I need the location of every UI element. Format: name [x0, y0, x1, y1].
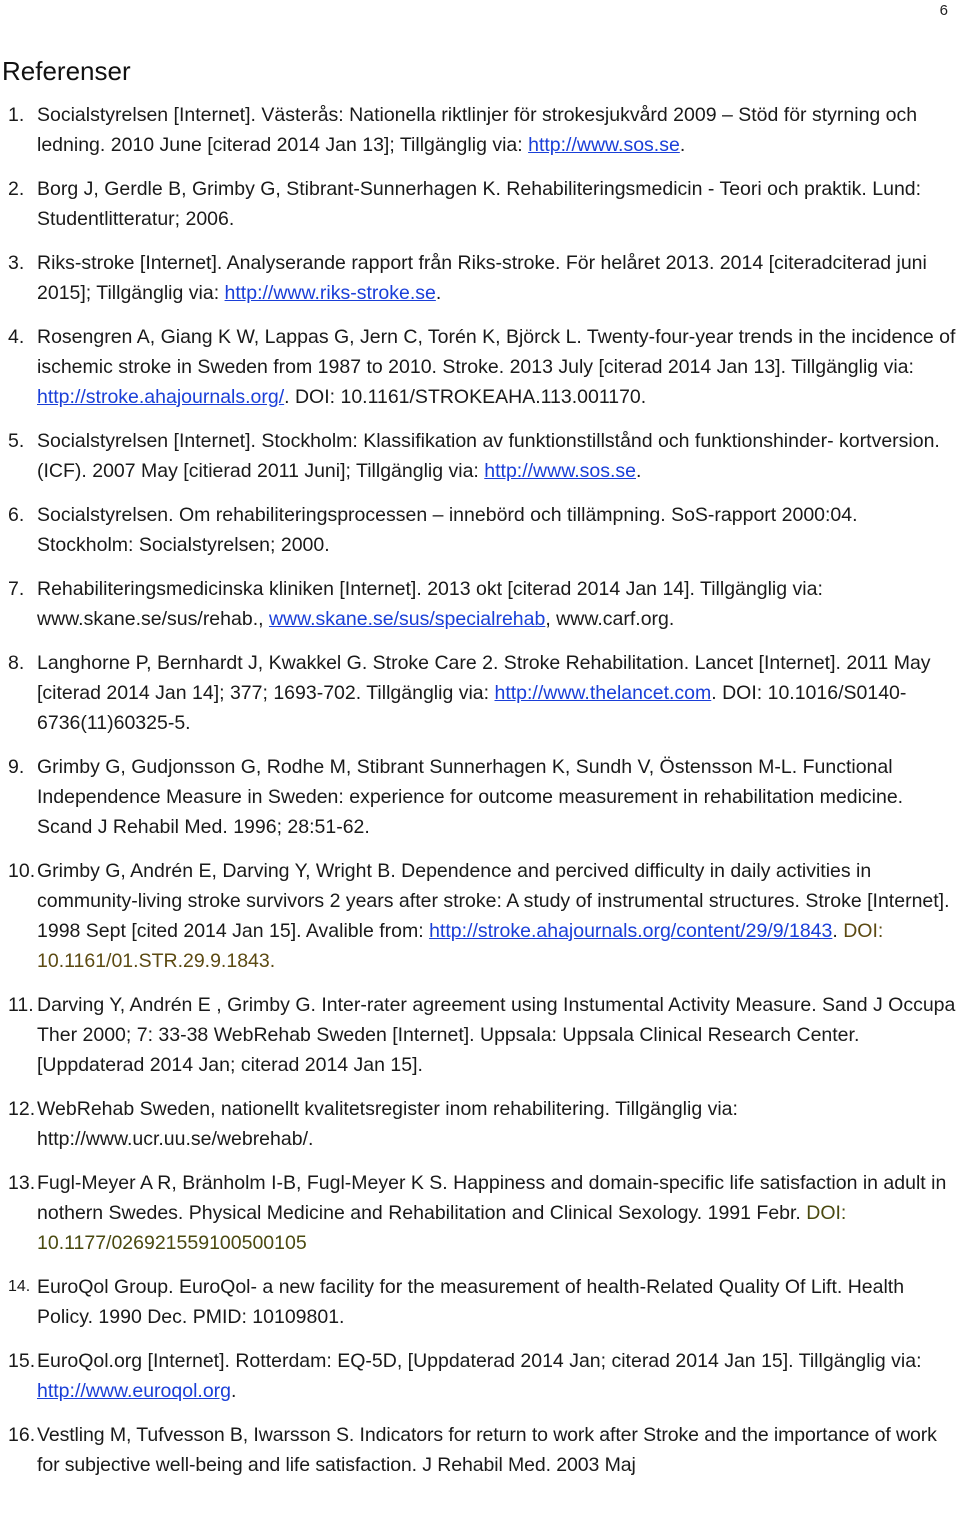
reference-text: [37, 994, 955, 1076]
reference-text: [37, 104, 917, 156]
reference-link[interactable]: http://stroke.ahajournals.org/: [37, 386, 285, 408]
reference-text: [37, 1172, 946, 1254]
reference-list: [0, 100, 958, 1494]
reference-link[interactable]: http://www.euroqol.org: [37, 1380, 232, 1402]
reference-text: [37, 326, 955, 408]
reference-item: [0, 174, 958, 234]
reference-text-segment: . DOI: 10.1016/S0140-6736(11)60325-5.: [37, 682, 907, 734]
reference-text-segment: Grimby G, Andrén E, Darving Y, Wright B. Dependence and percived difficulty in daily activities in community-living stroke survivors 2 years after stroke: A study of instrumental structures. Stroke [Internet]. 1998 Sept [cited 2014 Jan 15]. Avalible from:: [37, 860, 950, 942]
reference-text-segment: , www.carf.org.: [545, 608, 675, 630]
reference-text-segment: Grimby G, Gudjonsson G, Rodhe M, Stibrant Sunnerhagen K, Sundh V, Östensson M-L. Functional Independence Measure in Sweden: experience for outcome measurement in rehabilitation medicine. Scand J Rehabil Med. 1996; 28:51-62.: [37, 756, 904, 838]
reference-item: [0, 1272, 958, 1332]
reference-number: 7.: [8, 578, 25, 600]
reference-text-segment: Rosengren A, Giang K W, Lappas G, Jern C, Torén K, Björck L. Twenty-four-year trends in the incidence of ischemic stroke in Sweden from 1987 to 2010. Stroke. 2013 July [citerad 2014 Jan 13]. Tillgänglig via:: [37, 326, 956, 378]
reference-text-segment: Fugl-Meyer A R, Bränholm I-B, Fugl-Meyer K S. Happiness and domain-specific life satisfaction in adult in nothern Swedes. Physical Medicine and Rehabilitation and Clinical Sexology. 1991 Febr.: [37, 1172, 947, 1224]
reference-text-segment: Riks-stroke [Internet]. Analyserande rapport från Riks-stroke. För helåret 2013. 2014 [citeradciterad juni 2015]; Tillgänglig via:: [37, 252, 927, 304]
reference-text: [37, 1276, 904, 1328]
reference-number: 8.: [8, 652, 25, 674]
reference-text-segment: WebRehab Sweden, nationellt kvalitetsregister inom rehabilitering. Tillgänglig via: http://www.ucr.uu.se/webrehab/.: [37, 1098, 738, 1150]
reference-text: [37, 1424, 937, 1476]
page-heading: Referenser: [2, 56, 131, 86]
reference-link[interactable]: http://www.sos.se: [528, 134, 680, 156]
reference-number: 13.: [8, 1172, 36, 1194]
reference-number: 12.: [8, 1098, 36, 1120]
reference-text-segment: Socialstyrelsen [Internet]. Stockholm: Klassifikation av funktionstillstånd och funktionshinder- kortversion. (ICF). 2007 May [citierad 2011 Juni]; Tillgänglig via:: [37, 430, 940, 482]
reference-link[interactable]: www.skane.se/sus/specialrehab: [268, 608, 546, 630]
reference-item: [0, 500, 958, 560]
reference-item: [0, 574, 958, 634]
reference-item: [0, 856, 958, 976]
reference-text-segment: Borg J, Gerdle B, Grimby G, Stibrant-Sunnerhagen K. Rehabiliteringsmedicin - Teori och praktik. Lund: Studentlitteratur; 2006.: [37, 178, 922, 230]
reference-text-segment: Socialstyrelsen [Internet]. Västerås: Nationella riktlinjer för strokesjukvård 2009 – Stöd för styrning och ledning. 2010 June [citerad 2014 Jan 13]; Tillgänglig via:: [37, 104, 918, 156]
reference-number: 15.: [8, 1350, 36, 1372]
reference-text-segment: Langhorne P, Bernhardt J, Kwakkel G. Stroke Care 2. Stroke Rehabilitation. Lancet [Internet]. 2011 May [citerad 2014 Jan 14]; 377; 1693-702. Tillgänglig via:: [37, 652, 931, 704]
reference-link[interactable]: http://www.riks-stroke.se: [224, 282, 436, 304]
reference-text-segment: Darving Y, Andrén E , Grimby G. Inter-rater agreement using Instumental Activity Measure. Sand J Occupa Ther 2000; 7: 33-38 WebRehab Sweden [Internet]. Uppsala: Uppsala Clinical Research Center. [Uppdaterad 2014 Jan; citerad 2014 Jan 15].: [37, 994, 956, 1076]
reference-link[interactable]: http://www.sos.se: [484, 460, 636, 482]
reference-item: [0, 648, 958, 738]
reference-text: [37, 578, 823, 630]
reference-text-segment: Rehabiliteringsmedicinska kliniken [Internet]. 2013 okt [citerad 2014 Jan 14]. Tillgänglig via: www.skane.se/sus/rehab.,: [37, 578, 823, 630]
reference-text-segment: Socialstyrelsen. Om rehabiliteringsprocessen – innebörd och tillämpning. SoS-rapport 2000:04. Stockholm: Socialstyrelsen; 2000.: [37, 504, 858, 556]
reference-item: [0, 426, 958, 486]
reference-item: [0, 990, 958, 1080]
reference-text: [37, 178, 921, 230]
reference-number: 6.: [8, 504, 25, 526]
reference-link[interactable]: http://www.thelancet.com: [494, 682, 712, 704]
reference-text-segment: Vestling M, Tufvesson B, Iwarsson S. Indicators for return to work after Stroke and the importance of work for subjective well-being and life satisfaction. J Rehabil Med. 2003 Maj: [37, 1424, 937, 1476]
reference-doi: DOI: 10.1161/01.STR.29.9.1843.: [37, 920, 884, 972]
reference-text: [37, 252, 927, 304]
reference-text-segment: .: [679, 134, 686, 156]
reference-text: [37, 1350, 922, 1402]
reference-doi: DOI: 10.1177/026921559100500105: [37, 1202, 847, 1254]
reference-text-segment: .: [435, 282, 442, 304]
reference-item: [0, 1094, 958, 1154]
reference-text: [37, 504, 858, 556]
reference-number: 14.: [8, 1278, 31, 1295]
reference-item: [0, 248, 958, 308]
reference-number: 11.: [8, 994, 34, 1016]
reference-item: [0, 752, 958, 842]
reference-text-segment: EuroQol Group. EuroQol- a new facility for the measurement of health-Related Quality Of Lift. Health Policy. 1990 Dec. PMID: 10109801.: [37, 1276, 905, 1328]
reference-text: [37, 756, 903, 838]
reference-number: 4.: [8, 326, 25, 348]
reference-text: [37, 652, 931, 734]
reference-number: 3.: [8, 252, 25, 274]
reference-text: [37, 430, 940, 482]
reference-number: 16.: [8, 1424, 36, 1446]
reference-item: [0, 1346, 958, 1406]
reference-number: 9.: [8, 756, 25, 778]
reference-item: [0, 322, 958, 412]
reference-text-segment: EuroQol.org [Internet]. Rotterdam: EQ-5D, [Uppdaterad 2014 Jan; citerad 2014 Jan 15]. Tillgänglig via:: [37, 1350, 922, 1372]
reference-item: [0, 1168, 958, 1258]
reference-number: 5.: [8, 430, 25, 452]
reference-text: [37, 1098, 738, 1150]
reference-item: [0, 1420, 958, 1480]
reference-number: 10.: [8, 860, 36, 882]
reference-text-segment: .: [832, 920, 844, 942]
reference-number: 2.: [8, 178, 25, 200]
reference-text-segment: .: [636, 460, 642, 482]
reference-item: [0, 100, 958, 160]
reference-number: 1.: [8, 104, 25, 126]
reference-text-segment: .: [231, 1380, 237, 1402]
reference-text: [37, 860, 950, 972]
reference-link[interactable]: http://stroke.ahajournals.org/content/29/9/1843: [429, 920, 833, 942]
reference-text-segment: . DOI: 10.1161/STROKEAHA.113.001170.: [284, 386, 647, 408]
page-number: 6: [939, 2, 948, 19]
